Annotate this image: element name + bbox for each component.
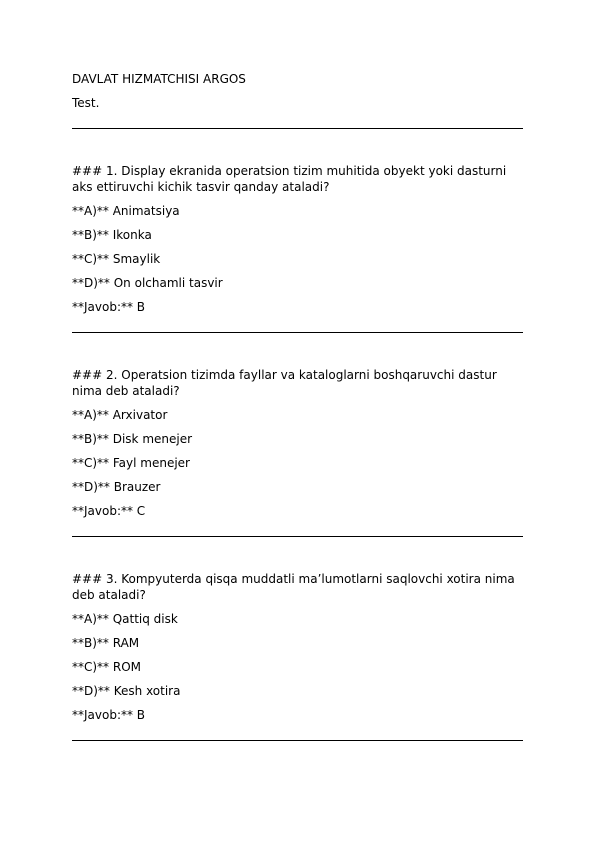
- question-text-line: ### 2. Operatsion tizimda fayllar va kataloglarni boshqaruvchi dastur: [72, 368, 497, 382]
- horizontal-rule: [72, 740, 523, 741]
- question-text: [72, 571, 524, 603]
- answer-text: **Javob:** B: [72, 300, 146, 314]
- answer-text: **Javob:** C: [72, 504, 146, 518]
- document-page: [72, 71, 524, 741]
- option-b: **B)** RAM: [72, 636, 140, 650]
- option-d: **D)** Kesh xotira: [72, 684, 181, 698]
- question-block-2: [72, 367, 524, 537]
- document-subtitle: Test.: [72, 96, 100, 110]
- question-text: [72, 367, 524, 399]
- question-text-line: ### 1. Display ekranida operatsion tizim muhitida obyekt yoki dasturni: [72, 164, 507, 178]
- option-c: **C)** ROM: [72, 660, 142, 674]
- question-text-line: nima deb ataladi?: [72, 384, 180, 398]
- horizontal-rule: [72, 536, 523, 537]
- option-c: **C)** Smaylik: [72, 252, 161, 266]
- horizontal-rule: [72, 128, 523, 129]
- question-text-line: ### 3. Kompyuterda qisqa muddatli ma’lumotlarni saqlovchi xotira nima: [72, 572, 515, 586]
- answer-text: **Javob:** B: [72, 708, 146, 722]
- document-title: DAVLAT HIZMATCHISI ARGOS: [72, 72, 246, 86]
- option-c: **C)** Fayl menejer: [72, 456, 190, 470]
- option-b: **B)** Ikonka: [72, 228, 152, 242]
- option-b: **B)** Disk menejer: [72, 432, 193, 446]
- question-text-line: aks ettiruvchi kichik tasvir qanday ataladi?: [72, 180, 330, 194]
- question-text: [72, 163, 524, 195]
- option-d: **D)** On olchamli tasvir: [72, 276, 223, 290]
- option-a: **A)** Arxivator: [72, 408, 168, 422]
- option-d: **D)** Brauzer: [72, 480, 161, 494]
- horizontal-rule: [72, 332, 523, 333]
- question-block-3: [72, 571, 524, 741]
- question-text-line: deb ataladi?: [72, 588, 146, 602]
- question-block-1: [72, 163, 524, 333]
- option-a: **A)** Qattiq disk: [72, 612, 178, 626]
- option-a: **A)** Animatsiya: [72, 204, 180, 218]
